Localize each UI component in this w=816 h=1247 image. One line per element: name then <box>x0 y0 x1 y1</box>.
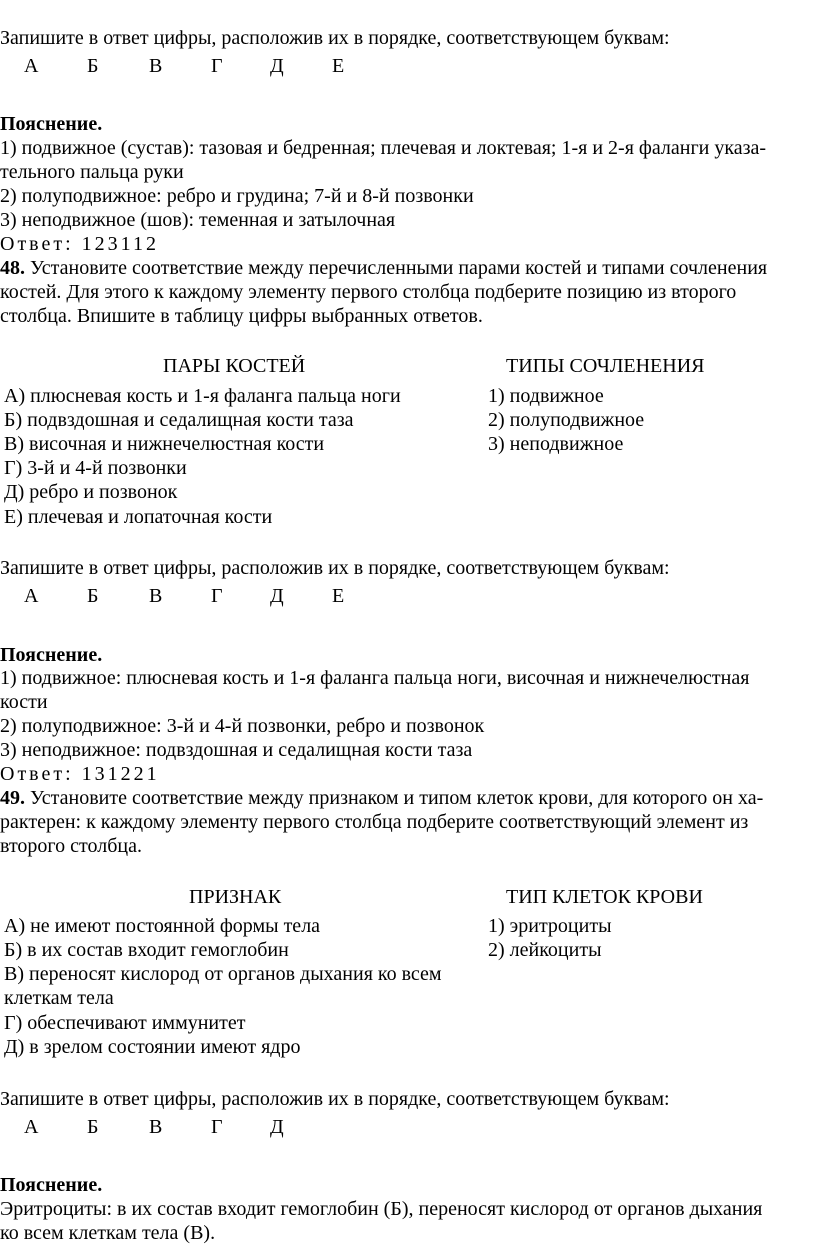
letter-cell: Б <box>87 55 99 77</box>
answer-instruction: Запишите в ответ цифры, расположив их в порядке, соответствующем буквам: <box>0 557 670 579</box>
letter-cell: Г <box>211 585 223 607</box>
letter-cell: Е <box>332 585 345 607</box>
match-item-left: В) височная и нижнечелюстная кости <box>4 433 325 455</box>
column-header-left: ПАРЫ КОСТЕЙ <box>163 355 306 377</box>
match-item-right: 1) эритроциты <box>488 915 612 937</box>
match-item-left: Г) обеспечивают иммунитет <box>4 1012 246 1034</box>
explanation-line: 2) полуподвижное: ребро и грудина; 7-й и 8-й позвонки <box>0 185 474 207</box>
explanation-line: 1) подвижное: плюсневая кость и 1-я фаланга пальца ноги, височная и нижнечелюстная <box>0 667 750 689</box>
letter-cell: А <box>24 585 39 607</box>
question-text-line: второго столбца. <box>0 835 142 857</box>
match-item-left: Д) в зрелом состоянии имеют ядро <box>4 1036 301 1058</box>
match-item-left: Г) 3-й и 4-й позвонки <box>4 457 187 479</box>
explanation-title: Пояснение. <box>0 113 103 135</box>
match-item-right: 1) подвижное <box>488 385 604 407</box>
question-text: Установите соответствие между перечисленными парами костей и типами сочленения <box>25 257 768 279</box>
explanation-line: Эритроциты: в их состав входит гемоглобин (Б), переносят кислород от органов дыхания <box>0 1198 763 1220</box>
match-item-right: 2) полуподвижное <box>488 409 645 431</box>
letter-cell: Д <box>270 55 284 77</box>
explanation-line: 3) неподвижное: подвздошная и седалищная кости таза <box>0 739 473 761</box>
match-item-left: А) плюсневая кость и 1-я фаланга пальца ноги <box>4 385 401 407</box>
explanation-line: 2) полуподвижное: 3-й и 4-й позвонки, ребро и позвонок <box>0 715 485 737</box>
question-48-text <box>0 256 767 280</box>
match-item-left: клеткам тела <box>4 987 114 1009</box>
question-text-line: костей. Для этого к каждому элементу первого столбца подберите позицию из второго <box>0 281 737 303</box>
explanation-line: ко всем клеткам тела (В). <box>0 1222 216 1244</box>
question-text-line: рактерен: к каждому элементу первого столбца подберите соответствующий элемент из <box>0 811 749 833</box>
column-header-right: ТИПЫ СОЧЛЕНЕНИЯ <box>506 355 705 377</box>
explanation-title: Пояснение. <box>0 644 103 666</box>
question-number: 48. <box>0 257 25 279</box>
letter-cell: Д <box>270 585 284 607</box>
match-item-left: Б) в их состав входит гемоглобин <box>4 939 289 961</box>
explanation-line: кости <box>0 691 48 713</box>
letter-cell: Б <box>87 585 99 607</box>
match-item-left: В) переносят кислород от органов дыхания ко всем <box>4 963 442 985</box>
letter-cell: А <box>24 55 39 77</box>
match-item-right: 2) лейкоциты <box>488 939 602 961</box>
question-text-line: столбца. Впишите в таблицу цифры выбранных ответов. <box>0 305 483 327</box>
match-item-left: Е) плечевая и лопаточная кости <box>4 506 273 528</box>
match-item-left: А) не имеют постоянной формы тела <box>4 915 321 937</box>
letter-cell: Д <box>270 1116 284 1138</box>
letter-cell: В <box>149 585 163 607</box>
question-49-text <box>0 786 763 810</box>
answer-instruction: Запишите в ответ цифры, расположив их в порядке, соответствующем буквам: <box>0 27 670 49</box>
question-number: 49. <box>0 787 25 809</box>
column-header-right: ТИП КЛЕТОК КРОВИ <box>506 886 703 908</box>
letter-cell: В <box>149 1116 163 1138</box>
answer-line: Ответ: 131221 <box>0 763 160 785</box>
match-item-left: Д) ребро и позвонок <box>4 481 178 503</box>
letter-cell: Г <box>211 55 223 77</box>
explanation-title: Пояснение. <box>0 1174 103 1196</box>
letter-cell: В <box>149 55 163 77</box>
column-header-left: ПРИЗНАК <box>189 886 282 908</box>
match-item-left: Б) подвздошная и седалищная кости таза <box>4 409 354 431</box>
letter-cell: Б <box>87 1116 99 1138</box>
letter-cell: А <box>24 1116 39 1138</box>
answer-instruction: Запишите в ответ цифры, расположив их в порядке, соответствующем буквам: <box>0 1088 670 1110</box>
letter-cell: Е <box>332 55 345 77</box>
explanation-line: 3) неподвижное (шов): теменная и затылочная <box>0 209 396 231</box>
explanation-line: 1) подвижное (сустав): тазовая и бедренная; плечевая и локтевая; 1-я и 2-я фаланги указа- <box>0 137 767 159</box>
question-text: Установите соответствие между признаком и типом клеток крови, для которого он ха- <box>25 787 764 809</box>
match-item-right: 3) неподвижное <box>488 433 624 455</box>
letter-cell: Г <box>211 1116 223 1138</box>
answer-line: Ответ: 123112 <box>0 233 159 255</box>
explanation-line: тельного пальца руки <box>0 161 184 183</box>
